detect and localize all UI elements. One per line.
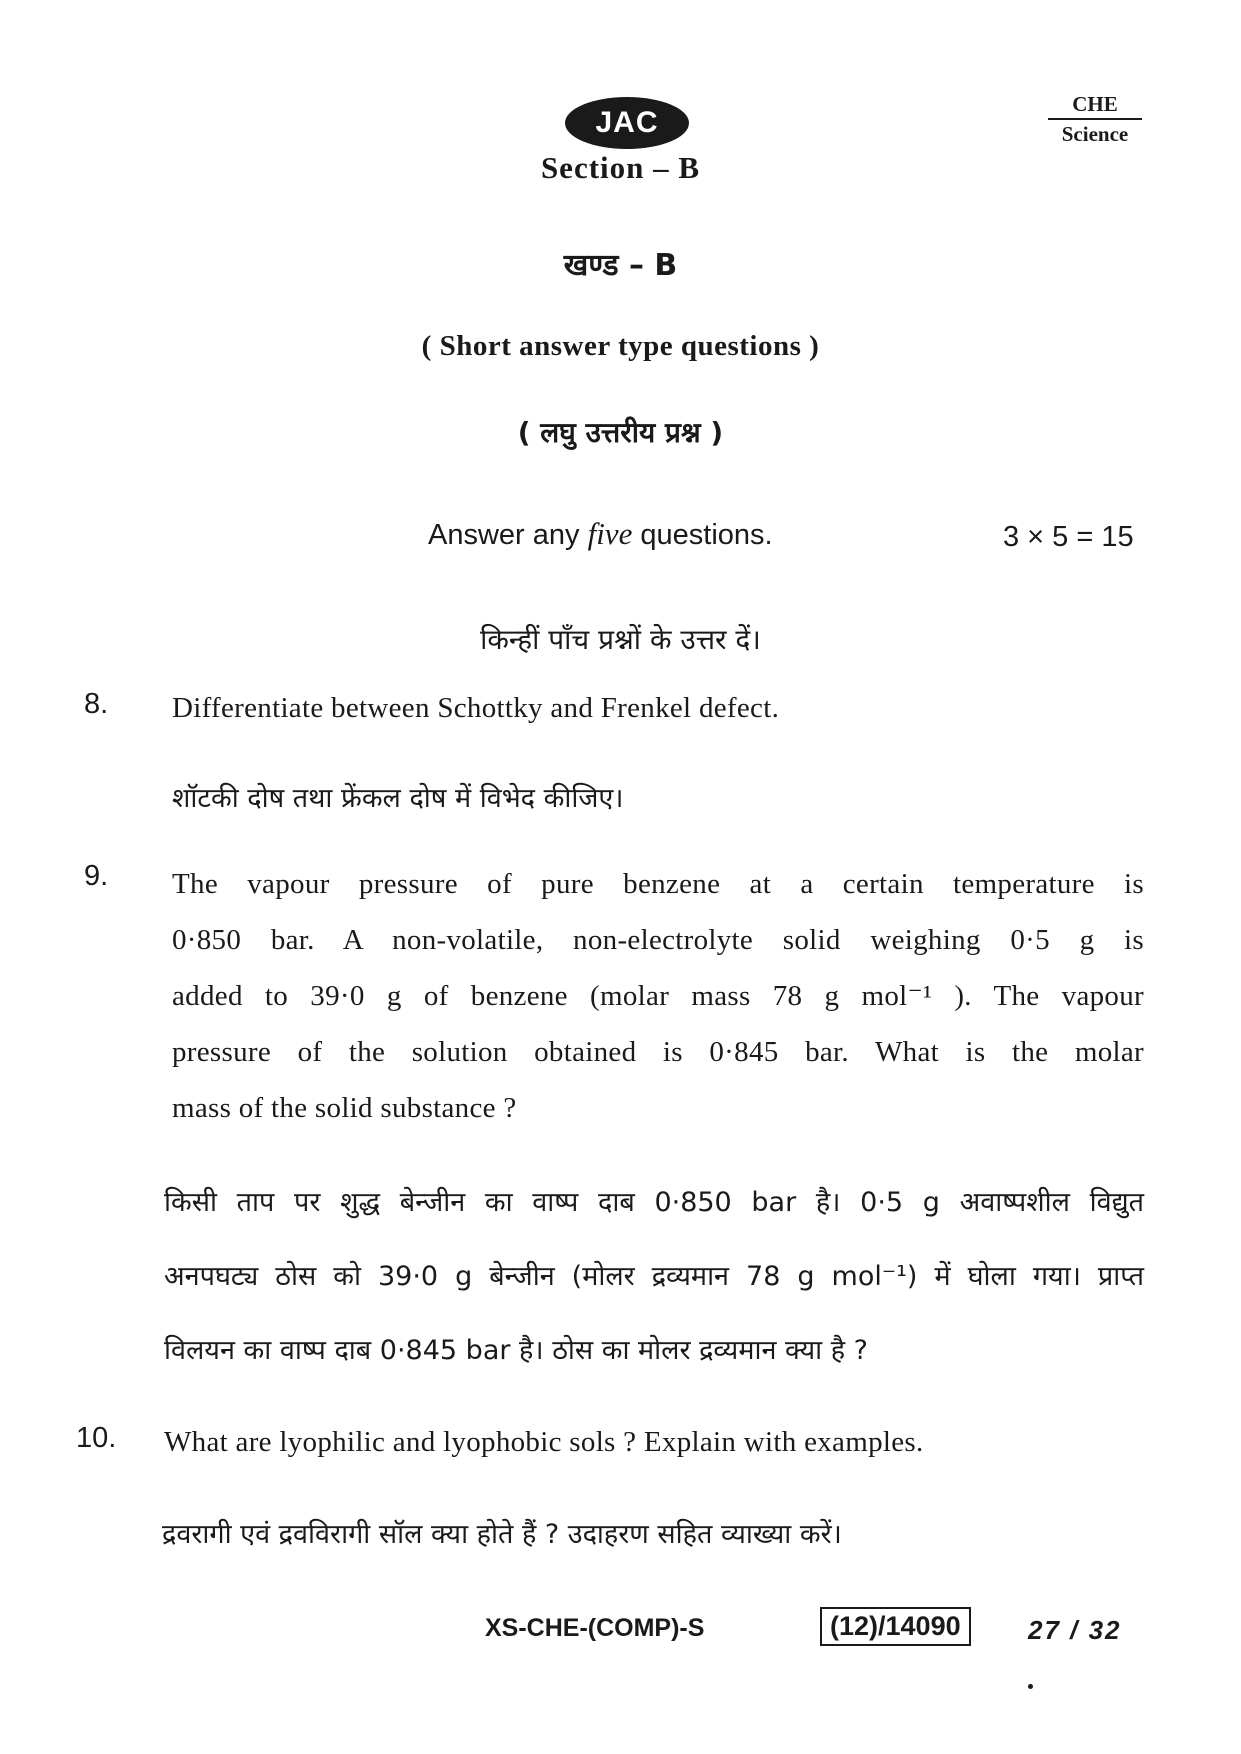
subject-code: CHE	[1048, 92, 1142, 120]
set-code-box: (12)/14090	[820, 1607, 971, 1646]
instruction-post: questions.	[632, 519, 773, 551]
subject-stream-label	[1040, 92, 1150, 146]
marks-distribution: 3 × 5 = 15	[1003, 521, 1134, 553]
section-title-hindi: खण्ड – B	[563, 248, 678, 283]
question-text	[172, 856, 1144, 1136]
question-text-hindi: शॉटकी दोष तथा फ्रेंकल दोष में विभेद कीजिए।	[172, 783, 624, 814]
question-text-hindi: द्रवरागी एवं द्रवविरागी सॉल क्या होते हैं ? उदाहरण सहित व्याख्या करें।	[162, 1519, 842, 1550]
question-line: 0·850 bar. A non-volatile, non-electrolyte solid weighing 0·5 g is	[172, 924, 1144, 956]
question-text: Differentiate between Schottky and Frenkel defect.	[172, 692, 780, 724]
question-type-title: ( Short answer type questions )	[421, 330, 820, 362]
question-line: mass of the solid substance ?	[172, 1092, 517, 1124]
instruction	[428, 516, 773, 552]
question-number: 8.	[84, 688, 109, 720]
question-line-hindi: अनपघट्य ठोस को 39·0 g बेन्जीन (मोलर द्रव्यमान 78 g mol⁻¹) में घोला गया। प्राप्त	[164, 1261, 1144, 1292]
stream-name: Science	[1061, 122, 1129, 146]
page-number: 27 / 32	[1028, 1615, 1122, 1645]
jac-logo: JAC	[565, 97, 689, 149]
question-line-hindi: किसी ताप पर शुद्ध बेन्जीन का वाष्प दाब 0·850 bar है। 0·5 g अवाष्पशील विद्युत	[164, 1187, 1144, 1218]
instruction-hindi: किन्हीं पाँच प्रश्नों के उत्तर दें।	[480, 623, 761, 656]
question-number: 10.	[76, 1422, 117, 1454]
question-type-title-hindi: ( लघु उत्तरीय प्रश्न )	[517, 416, 724, 449]
question-line-hindi: विलयन का वाष्प दाब 0·845 bar है। ठोस का मोलर द्रव्यमान क्या है ?	[164, 1335, 868, 1366]
section-title: Section – B	[540, 150, 701, 185]
question-text: What are lyophilic and lyophobic sols ? Explain with examples.	[164, 1426, 924, 1458]
instruction-pre: Answer any	[428, 519, 588, 551]
question-line: added to 39·0 g of benzene (molar mass 78 g mol⁻¹ ). The vapour	[172, 980, 1144, 1012]
question-line: The vapour pressure of pure benzene at a certain temperature is	[172, 868, 1144, 900]
question-number: 9.	[84, 860, 109, 892]
question-text-hindi	[164, 1166, 1144, 1388]
instruction-emphasis: five	[587, 516, 633, 551]
ink-dot	[1028, 1684, 1033, 1689]
paper-code: XS-CHE-(COMP)-S	[485, 1614, 705, 1642]
question-line: pressure of the solution obtained is 0·845 bar. What is the molar	[172, 1036, 1144, 1068]
